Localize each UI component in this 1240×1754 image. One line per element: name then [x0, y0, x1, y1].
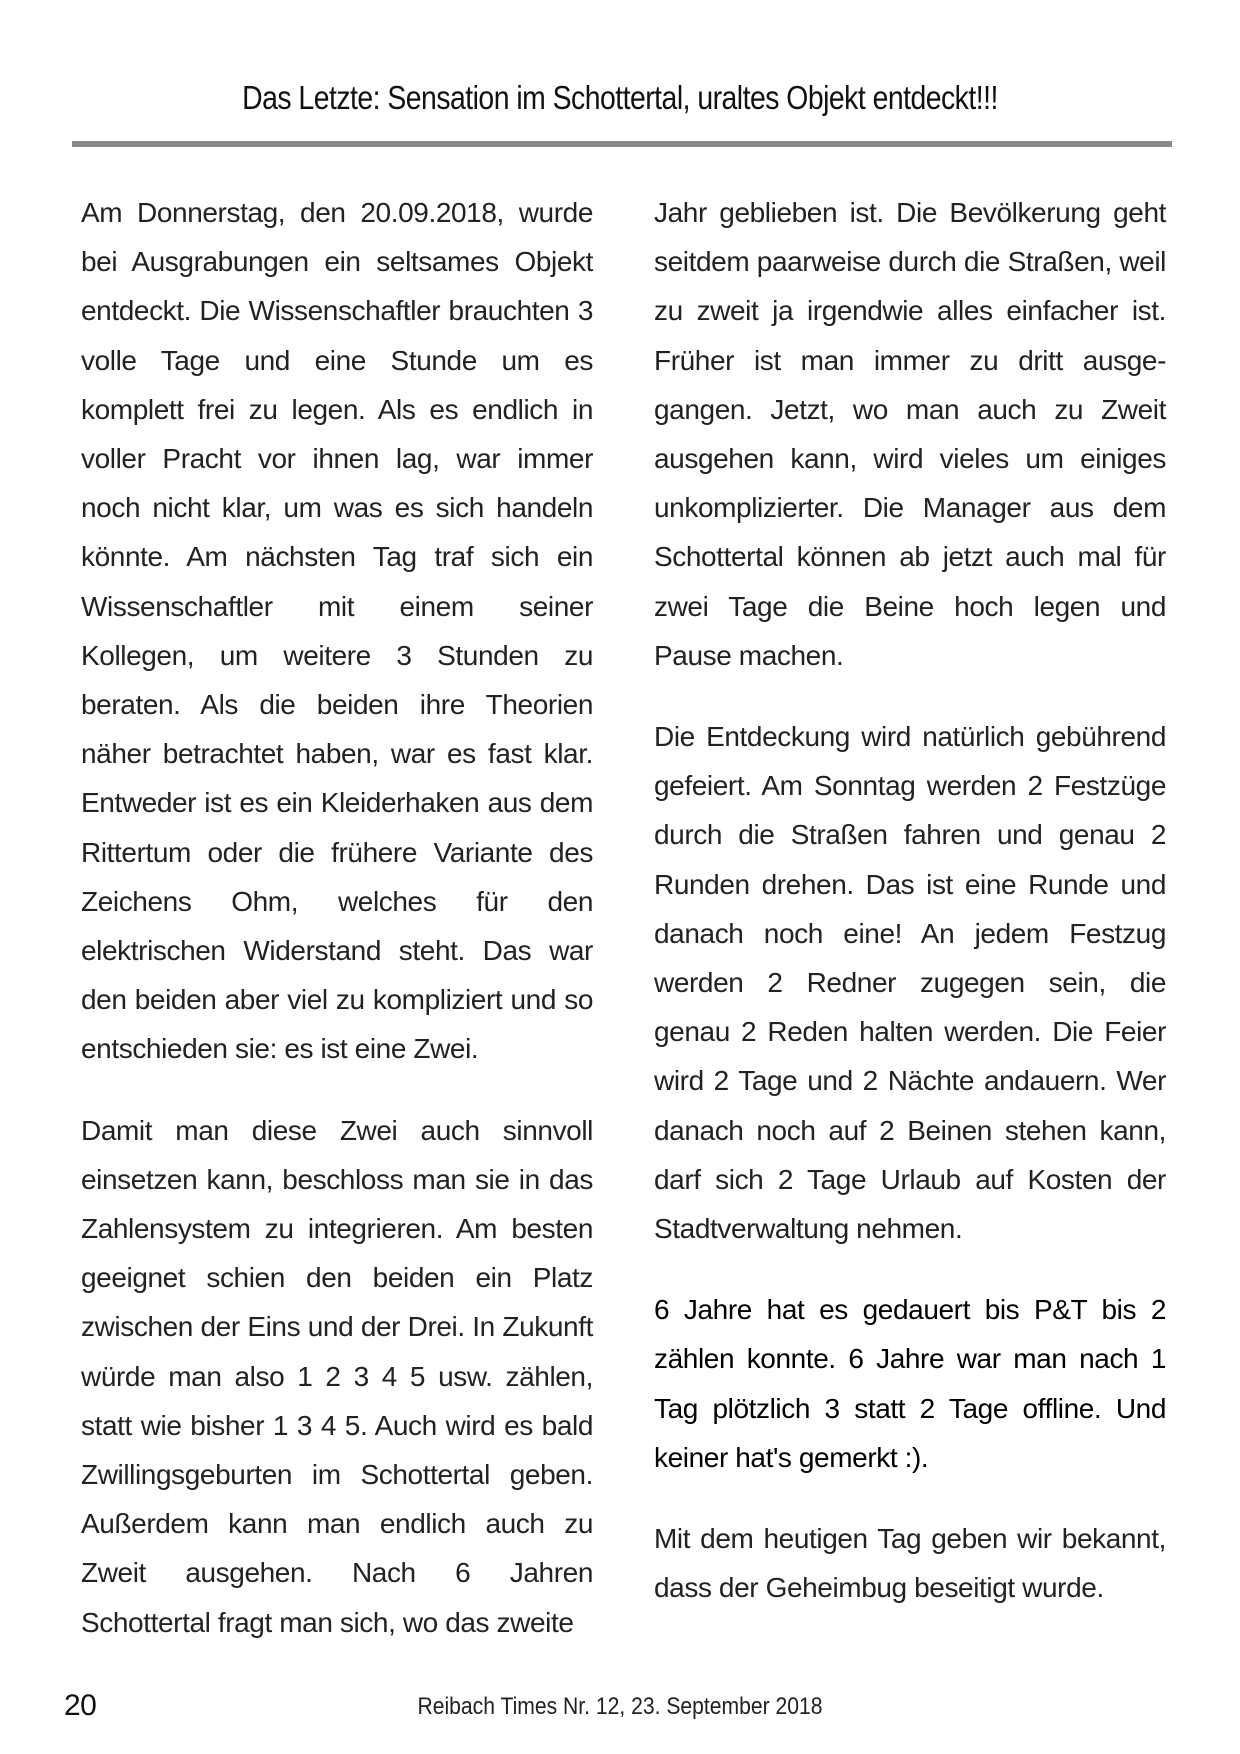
paragraph: Damit man diese Zwei auch sinnvoll einsetzen kann, beschloss man sie in das Zahlensystem zu integrieren. Am besten geeignet schien den beiden ein Platz zwischen der Eins und der Drei. In Zukunft würde man also 1 2 3 4 5 usw. zählen, statt wie bisher 1 3 4 5. Auch wird es bald Zwillingsgeburten im Schottertal geben. Außerdem kann man endlich auch zu Zweit ausgehen. Nach 6 Jahren Schottertal fragt man sich, wo das zweite — [81, 1114, 593, 1638]
publication-footer: Reibach Times Nr. 12, 23. September 2018 — [417, 1693, 823, 1720]
paragraph: Mit dem heutigen Tag geben wir bekannt, dass der Geheimbug beseitigt wurde. — [654, 1523, 1166, 1604]
left-column — [81, 188, 593, 1679]
paragraph: Jahr geblieben ist. Die Bevölkerung geht seitdem paarweise durch die Straßen, weil zu zweit ja irgendwie alles einfacher ist. Früher ist man immer zu dritt ausge-gangen. Jetzt, wo man auch zu Zweit ausgehen kann, wird vieles um einiges unkomplizierter. Die Manager aus dem Schottertal können ab jetzt auch mal für zwei Tage die Beine hoch legen und Pause machen. — [654, 197, 1166, 671]
title-divider — [72, 141, 1172, 147]
paragraph: Am Donnerstag, den 20.09.2018, wurde bei Ausgrabungen ein seltsames Objekt entdeckt. Die Wissenschaftler brauchten 3 volle Tage und eine Stunde um es komplett frei zu legen. Als es endlich in voller Pracht vor ihnen lag, war immer noch nicht klar, um was es sich handeln könnte. Am nächsten Tag traf sich ein Wissenschaftler mit einem seiner Kollegen, um weitere 3 Stunden zu beraten. Als die beiden ihre Theorien näher betrachtet haben, war es fast klar. Entweder ist es ein Kleiderhaken aus dem Rittertum oder die frühere Variante des Zeichens Ohm, welches für den elektrischen Widerstand steht. Das war den beiden aber viel zu kompliziert und so entschieden sie: es ist eine Zwei. — [81, 197, 593, 1065]
paragraph: 6 Jahre hat es gedauert bis P&T bis 2 zählen konnte. 6 Jahre war man nach 1 Tag plötzlich 3 statt 2 Tage offline. Und keiner hat's gemerkt :). — [654, 1294, 1166, 1473]
article-title: Das Letzte: Sensation im Schottertal, uraltes Objekt entdeckt!!! — [242, 79, 998, 116]
right-column — [654, 188, 1166, 1644]
paragraph: Die Entdeckung wird natürlich gebührend gefeiert. Am Sonntag werden 2 Festzüge durch die Straßen fahren und genau 2 Runden drehen. Das ist eine Runde und danach noch eine! An jedem Festzug werden 2 Redner zugegen sein, die genau 2 Reden halten werden. Die Feier wird 2 Tage und 2 Nächte andauern. Wer danach noch auf 2 Beinen stehen kann, darf sich 2 Tage Urlaub auf Kosten der Stadtverwaltung nehmen. — [654, 721, 1166, 1245]
page-number: 20 — [64, 1689, 97, 1722]
